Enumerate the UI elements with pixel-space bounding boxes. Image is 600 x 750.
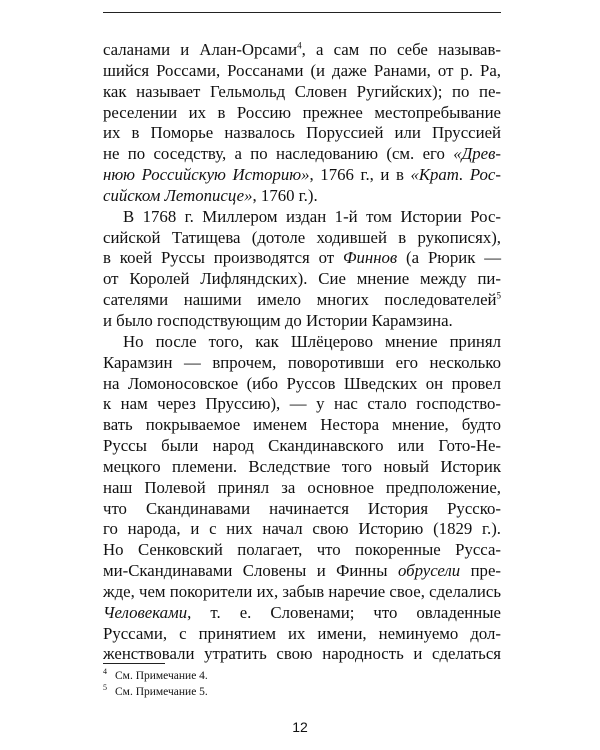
text-line: Руссы были народ Скандинавского или Гото-Не- [103, 436, 501, 456]
page-number: 12 [292, 719, 308, 735]
text-line: саланами и Алан-Орсами$^4$, а сам по себе называв- [103, 40, 501, 59]
text-line: на Ломоносовское (ибо Руссов Шведских он провел [103, 373, 501, 393]
text-line: что Скандинавами начинается История Русско- [103, 498, 501, 518]
text-line: к нам через Пруссию), — у нас стало господство- [103, 394, 501, 414]
text-line: Но после того, как Шлёцерово мнение принял [123, 331, 501, 351]
footnotes [103, 668, 208, 700]
text-line: сателями нашими имело многих последователей$^5$ [103, 290, 501, 310]
footnote-ref-5[interactable]: 5 [496, 290, 501, 301]
text-line: го народа, и с них начал свою Историю (1829 г.). [103, 519, 501, 539]
text-line: Человеками, т. е. Словенами; что овладенные [103, 602, 501, 622]
paragraph-3 [103, 332, 501, 666]
text-line: шийся Россами, Россанами (и даже Ранами, от р. Ра, [103, 60, 501, 80]
text-line: сийском Летописце», 1760 г.). [103, 185, 318, 205]
text-line: и было господствующим до Истории Карамзина. [103, 310, 453, 330]
text-line: в коей Руссы производятся от Финнов (а Рюрик — [103, 248, 501, 268]
header-rule [103, 12, 501, 13]
footnote-5: $^5$ См. Примечание 5. [103, 683, 208, 698]
footnote-separator [103, 663, 165, 664]
text-line: ми-Скандинавами Словены и Финны обрусели пре- [103, 561, 501, 581]
text-line: реселении их в Россию прежнее местопребывание [103, 102, 501, 122]
text-line: мецкого племени. Вследствие того новый Историк [103, 456, 501, 476]
text-line: жде, чем покорители их, забыв наречие свое, сделались [103, 581, 501, 601]
body-text [103, 40, 501, 665]
text-line: не по соседству, а по наследованию (см. его «Древ- [103, 144, 501, 164]
text-line: нюю Российскую Историю», 1766 г., и в «Крат. Рос- [103, 165, 501, 185]
footnote-ref-4[interactable]: 4 [297, 40, 302, 51]
text-line: В 1768 г. Миллером издан 1-й том Истории Рос- [123, 206, 501, 226]
text-line: Руссами, с принятием их имени, неминуемо дол- [103, 623, 501, 643]
paragraph-2 [103, 207, 501, 332]
text-line: вать покрываемое именем Нестора мнение, будто [103, 415, 501, 435]
text-line: наш Полевой принял за основное предположение, [103, 477, 501, 497]
footnote-4: $^4$ См. Примечание 4. [103, 667, 208, 682]
text-line: как называет Гельмольд Словен Ругийских); по пе- [103, 81, 501, 101]
text-line: от Королей Лифляндских). Сие мнение между пи- [103, 269, 501, 289]
text-line: сийской Татищева (дотоле ходившей в рукописях), [103, 227, 501, 247]
paragraph-1 [103, 40, 501, 207]
text-line: Но Сенковский полагает, что покоренные Русса- [103, 540, 501, 560]
text-line: их в Поморье назвалось Порусcией или Пруссией [103, 123, 501, 143]
text-line: Карамзин — впрочем, поворотивши его несколько [103, 352, 501, 372]
text-line: женствовали утратить свою народность и сделаться [103, 644, 501, 664]
